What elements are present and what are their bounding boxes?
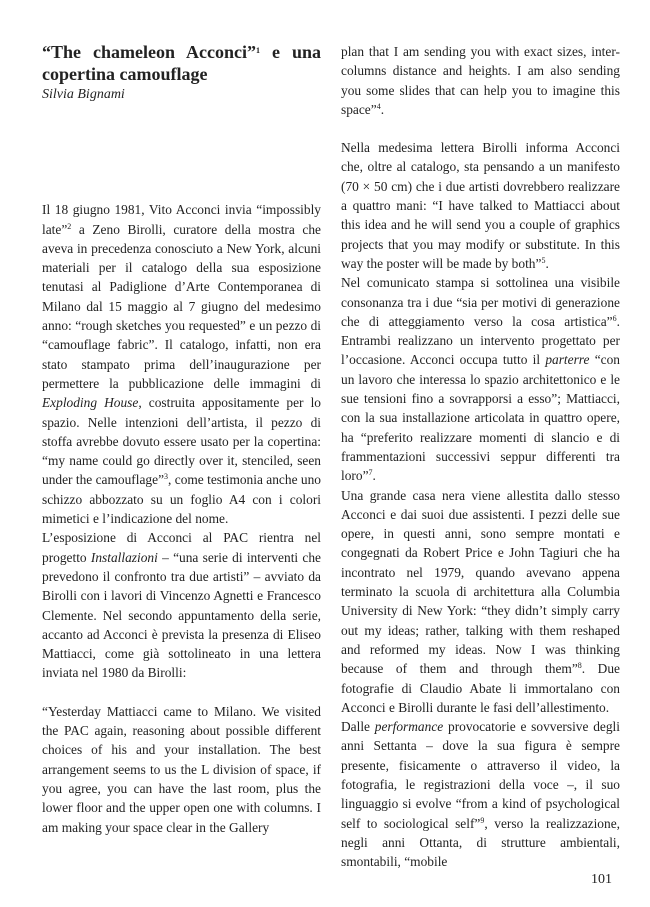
spacer: [42, 104, 321, 200]
paragraph: Nel comunicato stampa si sottolinea una visibile consonanza tra i due “sia per motivi di generazione che di atteggiamento verso la cosa artistica”$^6$. Entrambi realizzano un intervento progettato per l’occasione. Acconci occupa tutto il parterre “con un lavoro che interessa lo spazio architettonico e le sue tensioni fino a sovrapporsi a esso”; Mattiacci, con la sua installazione articolata in quattro opere, ha “preferito realizzare momenti di slancio e di frammentazioni successivi seppur differenti tra loro”$^7$.: [341, 275, 620, 484]
author-name: Silvia Bignami: [42, 87, 125, 102]
footnote-ref: 2: [67, 221, 72, 231]
paragraph: Nella medesima lettera Birolli informa Acconci che, oltre al catalogo, sta pensando a un manifesto (70 × 50 cm) che i due artisti dovrebbero realizzare a quattro mani: “I have talked to Mattiacci about this idea and he will send you a couple of graphics projects that you may modify or substitute. In this way the poster will be made by both”$^5$.: [341, 140, 620, 271]
footnote-ref: 1: [255, 46, 260, 55]
footnote-ref: 6: [612, 313, 617, 323]
right-column: [341, 42, 620, 871]
paragraph: Una grande casa nera viene allestita dallo stesso Acconci e dai suoi due assistenti. I pezzi delle sue opere, in questi anni, sono sempre montati e congegnati da Robert Price e John Tagiuri che ha incontrato nel 1979, quando avevano appena terminato la scuola di architettura alla Columbia University di New York: “they didn’t simply carry out my ideas; rather, talking with them reshaped and reformed my ideas. Now I was thinking because of them and through them”$^8$. Due fotografie di Claudio Abate li immortalano con Acconci e Birolli durante le fasi dell’allestimento.: [341, 487, 620, 715]
left-column: [42, 42, 321, 837]
paragraph: Il 18 giugno 1981, Vito Acconci invia “impossibly late”$^2$ a Zeno Birolli, curatore della mostra che aveva in precedenza conosciuto a New York, alcuni materiali per il catalogo della sua esposizione tenutasi al Padiglione d’Arte Contemporanea di Milano dal 15 maggio al 7 giugno del medesimo anno: “rough sketches you requested” e un pezzo di “camouflage fabric”. Il catalogo, infatti, non era stato stampato prima dell’inaugurazione per permettere la pubblicazione delle immagini di Exploding House, costruita appositamente per lo spazio. Nelle intenzioni dell’artista, il pezzo di stoffa avrebbe dovuto essere usato per la copertina: “my name could go directly over it, stenciled, seen under the camouflage”$^3$, come testimonia anche uno schizzo abbozzato su un foglio A4 con i colori mimetici e l’indicazione del nome.: [42, 202, 321, 527]
footnote-ref: 9: [480, 815, 485, 825]
block-quote: “Yesterday Mattiacci came to Milano. We visited the PAC again, reasoning about possible different choices of his and your installation. The best arrangement seems to us the L division of space, if you agree, you can have the last room, plus the lower floor and the upper open one with columns. I am making your space clear in the Gallery: [42, 703, 321, 835]
footnote-ref: 3: [164, 472, 169, 482]
article-title: “The chameleon Acconci”$^1$ e una copertina camouflage: [42, 42, 321, 84]
paragraph: L’esposizione di Acconci al PAC rientra nel progetto Installazioni – “una serie di interventi che prevedono il confronto tra due artisti” – avviato da Birolli con i lavori di Vincenzo Agnetti e Francesco Clemente. Nel secondo appuntamento della serie, accanto ad Acconci è prevista la presenza di Eliseo Mattiacci, come già sottolineato in una lettera inviata nel 1980 da Birolli:: [42, 530, 321, 681]
footnote-ref: 8: [577, 661, 582, 671]
block-quote-continued: plan that I am sending you with exact sizes, inter-columns distance and heights. I am also sending you some slides that can help you to imagine this space”$^4$.: [341, 44, 620, 117]
footnote-ref: 5: [541, 255, 546, 265]
page-number: 101: [591, 872, 612, 887]
footnote-ref: 4: [376, 101, 381, 111]
footnote-ref: 7: [368, 468, 373, 478]
paragraph: Dalle performance provocatorie e sovversive degli anni Settanta – dove la sua figura è sempre presente, fisicamente o attraverso il video, la fotografia, le registrazioni della voce –, il suo linguaggio si evolve “from a kind of psychological self to sociological self”$^9$, verso la realizzazione, negli anni Ottanta, di strutture ambientali, smontabili, “mobile: [341, 719, 620, 870]
